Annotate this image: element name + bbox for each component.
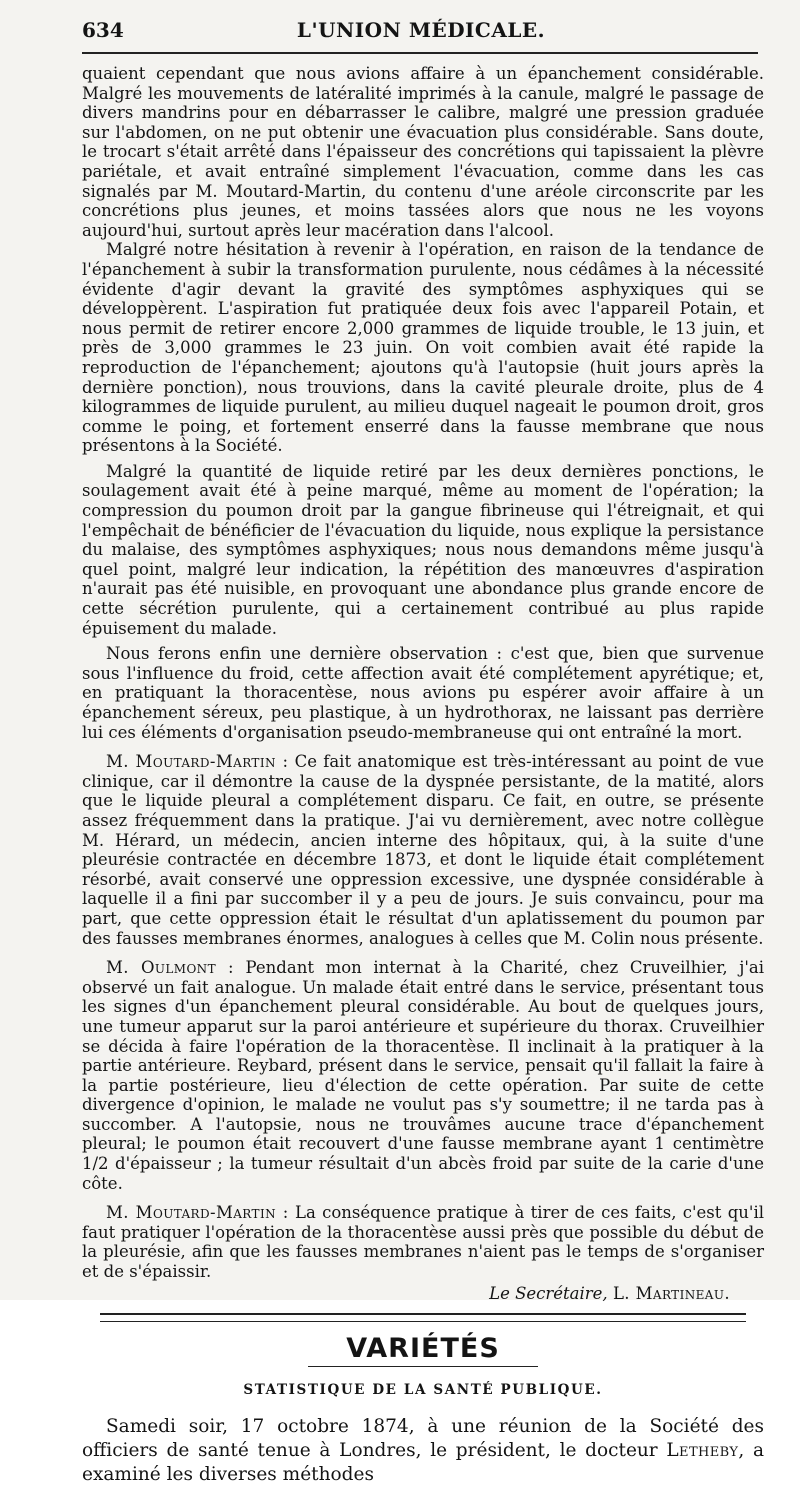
section-lead — [82, 1415, 764, 1487]
speaker-remark: Pendant mon internat à la Charité, chez Cruveilhier, j'ai observé un fait analogue. Un malade était entré dans le service, présentant tous les signes d'un épanchement pleural considérable. Au bout de quelques jours, une tumeur apparut sur la paroi antérieure et supérieure du thorax. Cruveilhier se décida à faire l'opération de la thoracentèse. Il inclinait à la pratiquer à la partie antérieure. Reybard, présent dans le service, pensait qu'il fallait la faire à la partie postérieure, lieu d'élection de cette opération. Par suite de cette divergence d'opinion, le malade ne voulut pas s'y soumettre; il ne tarda pas à succomber. A l'autopsie, nous ne trouvâmes aucune trace d'épanchement pleural; le poumon était recouvert d'une fausse membrane ayant 1 centimètre 1/2 d'épaisseur ; la tumeur résultait d'un abcès froid par suite de la carie d'une côte. — [82, 958, 764, 1193]
lead-text-end: , a examiné les diverses méthodes — [82, 1439, 764, 1485]
article-body — [82, 64, 764, 1487]
paragraph: quaient cependant que nous avions affaire à un épanchement considérable. Malgré les mouvements de latéralité imprimés à la canule, malgré le passage de divers mandrins pour en débarrasser le calibre, malgré une pression graduée sur l'abdomen, on ne put obtenir une évacuation plus considérable. Sans doute, le trocart s'était arrêté dans l'épaisseur des concrétions qui tapissaient la plèvre pariétale, et avait entraîné simplement l'évacuation, comme dans les cas signalés par M. Moutard-Martin, du contenu d'une aréole circonscrite par les concrétions plus jeunes, et moins tassées alors que nous ne les voyons aujourd'hui, surtout après leur macération dans l'alcool. — [82, 64, 764, 240]
header-rule — [82, 52, 758, 54]
paragraph: Malgré la quantité de liquide retiré par les deux dernières ponctions, le soulagement avait été à peine marqué, même au moment de l'opération; la compression du poumon droit par la gangue fibrineuse qui l'étreignait, et qui l'empêchait de bénéficier de l'évacuation du liquide, nous explique la persistance du malaise, des symptômes asphyxiques; nous nous demandons même jusqu'à quel point, malgré leur indication, la répétition des manœuvres d'aspiration n'aurait pas été nuisible, en provoquant une abondance plus grande encore de cette sécrétion purulente, qui a certainement contribué au plus rapide épuisement du malade. — [82, 461, 764, 638]
discussion-entry — [82, 752, 764, 948]
journal-title: L'UNION MÉDICALE. — [296, 18, 546, 42]
signature-name: L. Martineau. — [612, 1283, 730, 1303]
section-divider — [100, 1313, 746, 1322]
secretary-signature — [82, 1284, 764, 1304]
speaker-name: M. Moutard-Martin : — [106, 1203, 289, 1223]
page-number: 634 — [82, 18, 124, 42]
speaker-remark: Ce fait anatomique est très-intéressant au point de vue clinique, car il démontre la cause de la dyspnée persistante, de la matité, alors que le liquide pleural a complétement disparu. Ce fait, en outre, se présente assez fréquemment dans la pratique. J'ai vu dernièrement, avec notre collègue M. Hérard, un médecin, ancien interne des hôpitaux, qui, à la suite d'une pleurésie contractée en décembre 1873, et dont le liquide était complétement résorbé, avait conservé une oppression excessive, une dyspnée considérable à laquelle il a fini par succomber il y a peu de jours. Je suis convaincu, pour ma part, que cette oppression était le résultat d'un aplatissement du poumon par des fausses membranes énormes, analogues à celles que M. Colin nous présente. — [82, 752, 764, 948]
speaker-name: M. Moutard-Martin : — [106, 752, 289, 772]
paragraph: Nous ferons enfin une dernière observation : c'est que, bien que survenue sous l'influence du froid, cette affection avait été complétement apyrétique; et, en pratiquant la thoracentèse, nous avions pu espérer avoir affaire à un épanchement séreux, peu plastique, à un hydrothorax, ne laissant pas derrière lui ces éléments d'organisation pseudo-membraneuse qui ont entraîné la mort. — [82, 644, 764, 742]
paragraph: Malgré notre hésitation à revenir à l'opération, en raison de la tendance de l'épanchement à subir la transformation purulente, nous cédâmes à la nécessité évidente d'agir devant la gravité des symptômes asphyxiques qui se développèrent. L'aspiration fut pratiquée deux fois avec l'appareil Potain, et nous permit de retirer encore 2,000 grammes de liquide trouble, le 13 juin, et près de 3,000 grammes le 23 juin. On voit combien avait été rapide la reproduction de l'épanchement; ajoutons qu'à l'autopsie (huit jours après la dernière ponction), nous trouvions, dans la cavité pleurale droite, plus de 4 kilogrammes de liquide purulent, au milieu duquel nageait le poumon droit, gros comme le poing, et fortement enserré dans la fausse membrane que nous présentons à la Société. — [82, 240, 764, 456]
section-subtitle: STATISTIQUE DE LA SANTÉ PUBLIQUE. — [243, 1382, 603, 1399]
signature-role: Le Secrétaire, — [489, 1283, 608, 1303]
page-header — [82, 18, 760, 48]
discussion-entry — [82, 1203, 764, 1281]
title-underline — [308, 1366, 538, 1367]
lead-paragraph — [82, 1415, 764, 1487]
section-title: VARIÉTÉS — [346, 1333, 500, 1365]
lead-text-start: Samedi soir, 17 octobre 1874, à une réunion de la Société des officiers de santé tenue à Londres, le président, le docteur — [82, 1415, 764, 1461]
speaker-remark: La conséquence pratique à tirer de ces faits, c'est qu'il faut pratiquer l'opération de la thoracentèse aussi près que possible du début de la pleurésie, afin que les fausses membranes n'aient pas le temps de s'organiser et de s'épaissir. — [82, 1203, 765, 1282]
speaker-name: M. Oulmont : — [106, 958, 234, 978]
lead-person-name: Letheby — [666, 1439, 739, 1461]
discussion-entry — [82, 958, 764, 1193]
